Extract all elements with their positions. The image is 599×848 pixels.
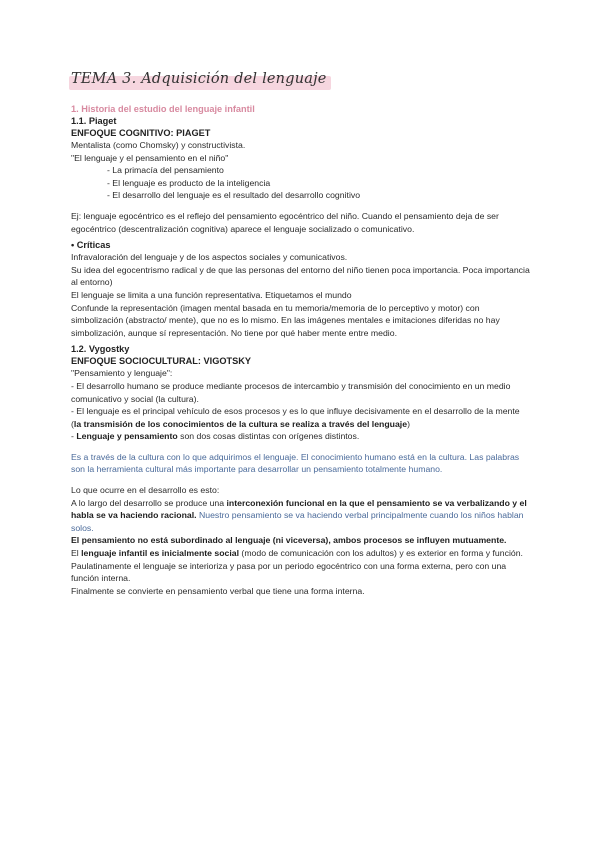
- bold-span: lenguaje infantil es inicialmente social: [81, 548, 240, 559]
- page-title: TEMA 3. Adquisición del lenguaje: [71, 71, 327, 87]
- bold-paragraph: [71, 534, 531, 547]
- text-line: Lo que ocurre en el desarrollo es esto:: [71, 485, 220, 496]
- bold-span: interconexión funcional en la que el pensamiento se va verbalizando y el habla se va haciendo racional.: [71, 497, 527, 521]
- paragraph: [71, 497, 531, 535]
- text-span: - El lenguaje es el principal vehículo de esos procesos y es lo que influye decisivamente en el desarrollo de la mente (: [71, 406, 520, 429]
- enfoque-sociocultural: ENFOQUE SOCIOCULTURAL: VIGOTSKY: [71, 356, 252, 367]
- paragraph: [71, 547, 531, 560]
- criticas-heading: • Críticas: [71, 240, 111, 251]
- list-item: - El desarrollo del lenguaje es el resultado del desarrollo cognitivo: [107, 190, 361, 201]
- text-span: -: [71, 431, 77, 442]
- bold-span: El pensamiento no está subordinado al lenguaje (ni viceversa), ambos procesos se influyen mutuamente.: [71, 535, 507, 546]
- text-span: A lo largo del desarrollo se produce una: [71, 497, 227, 508]
- paragraph: - El desarrollo humano se produce mediante procesos de intercambio y transmisión del conocimiento en un medio comunicativo y social (la cultura).: [71, 380, 511, 404]
- paragraph: [71, 430, 531, 443]
- section-heading: 1. Historia del estudio del lenguaje infantil: [71, 104, 255, 114]
- text-span: (modo de comunicación con los adultos) y es exterior en forma y función.: [239, 548, 523, 559]
- title-block: [71, 71, 327, 87]
- critica-item: El lenguaje se limita a una función representativa. Etiquetamos el mundo: [71, 289, 352, 300]
- bold-span: la transmisión de los conocimientos de la cultura se realiza a través del lenguaje: [73, 418, 408, 429]
- subsection-piaget: 1.1. Piaget: [71, 116, 117, 126]
- critica-item: Su idea del egocentrismo radical y de que las personas del entorno del niño tienen poca importancia. Poca importancia al entorno): [71, 264, 530, 288]
- paragraph: Paulatinamente el lenguaje se interioriza y pasa por un periodo egocéntrico con una forma externa, pero con una función interna.: [71, 560, 507, 584]
- text-span: ): [407, 418, 410, 429]
- critica-item: Confunde la representación (imagen mental basada en tu memoria/memoria de lo perceptivo y motor) con simbolización (abstracto/ mente), que no es lo mismo. En las imágenes mentales e imitaciones diferidas no hay simbolización, aunque sí representación. No tiene por qué haber mente entre medio.: [71, 302, 500, 338]
- subsection-vygotsky: 1.2. Vygostky: [71, 344, 130, 355]
- paragraph: [71, 405, 531, 430]
- blue-paragraph: Es a través de la cultura con lo que adquirimos el lenguaje. El conocimiento humano está en la cultura. Las palabras son la herramienta cultural más importante para desarrollar un pensamiento totalmente humano.: [71, 451, 520, 475]
- enfoque-cognitivo: ENFOQUE COGNITIVO: PIAGET: [71, 128, 211, 138]
- text-span: son dos cosas distintas con orígenes distintos.: [177, 431, 360, 442]
- list-item: - La primacía del pensamiento: [107, 165, 224, 176]
- critica-item: Infravaloración del lenguaje y de los aspectos sociales y comunicativos.: [71, 252, 348, 263]
- bold-span: Lenguaje y pensamiento: [76, 431, 178, 442]
- paragraph: Finalmente se convierte en pensamiento verbal que tiene una forma interna.: [71, 585, 365, 596]
- document-page: [71, 70, 531, 597]
- text-span: El: [71, 548, 82, 559]
- blue-span: Nuestro pensamiento se va haciendo verbal principalmente cuando los niños hablan solos.: [71, 510, 524, 533]
- example-paragraph: Ej: lenguaje egocéntrico es el reflejo del pensamiento egocéntrico del niño. Cuando el pensamiento deja de ser egocéntrico (descentralización cognitiva) aparece el lenguaje socializado o comunicativo.: [71, 210, 499, 234]
- text-line: Mentalista (como Chomsky) y constructivista.: [71, 140, 246, 150]
- list-item: - El lenguaje es producto de la inteligencia: [107, 177, 271, 188]
- text-line: "El lenguaje y el pensamiento en el niño": [71, 152, 229, 163]
- text-line: "Pensamiento y lenguaje":: [71, 368, 173, 379]
